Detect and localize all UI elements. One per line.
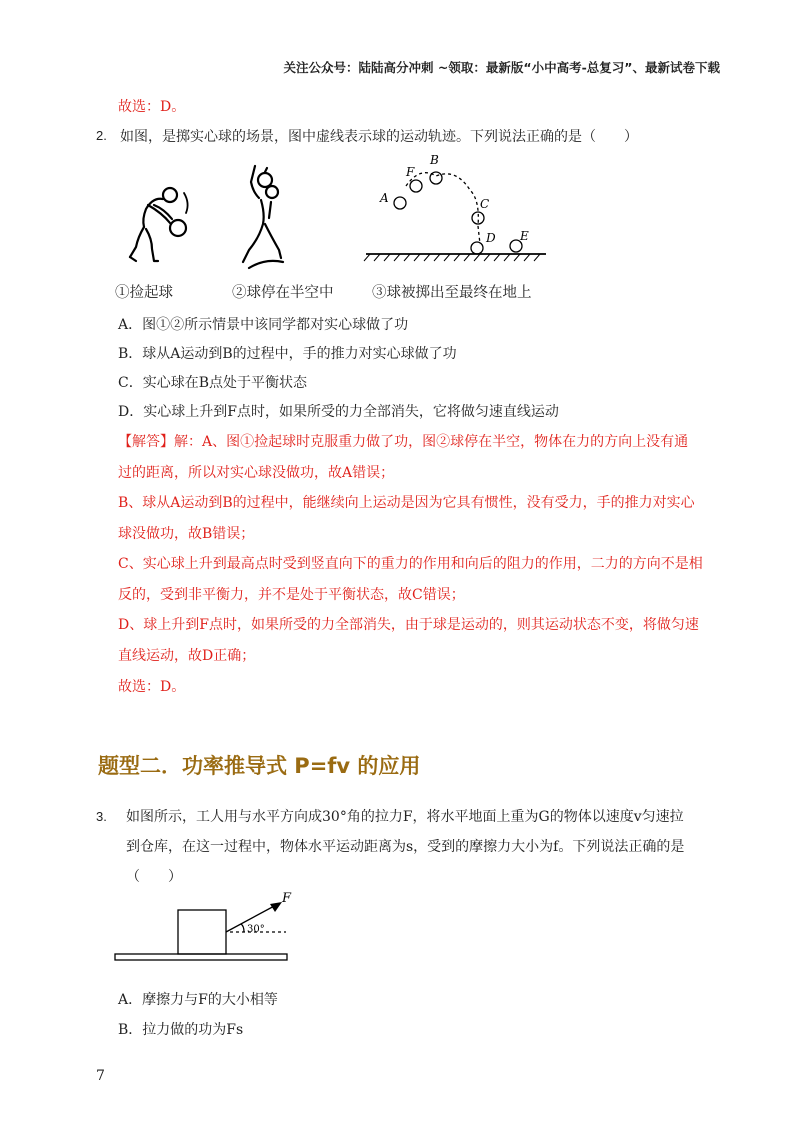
figure-box-pulled: [110, 890, 310, 970]
option-b: B．拉力做的功为Fs: [118, 1022, 244, 1038]
question-stem-line-2: 到仓库，在这一过程中，物体水平运动距离为s，受到的摩擦力大小为f。下列说法正确的是: [126, 839, 685, 855]
question-number: 2.: [96, 128, 107, 143]
label-d: D: [486, 231, 496, 245]
solution-line-1: 【解答】解：A、图①捡起球时克服重力做了功，图②球停在半空，物体在力的方向上没有通: [118, 434, 689, 450]
solution-line-5: C、实心球上升到最高点时受到竖直向下的重力的作用和向后的阻力的作用，二力的方向不是相: [118, 556, 703, 572]
question-stem: 如图，是掷实心球的场景，图中虚线表示球的运动轨迹。下列说法正确的是（ ）: [120, 129, 638, 145]
option-d: D．实心球上升到F点时，如果所受的力全部消失，它将做匀速直线运动: [118, 404, 559, 420]
option-c: C．实心球在B点处于平衡状态: [118, 375, 307, 391]
solution-line-3: B、球从A运动到B的过程中，能继续向上运动是因为它具有惯性，没有受力，手的推力对实心: [118, 495, 695, 511]
label-f: F: [406, 165, 415, 179]
question-stem-line-1: 如图所示，工人用与水平方向成30°角的拉力F，将水平地面上重为G的物体以速度v匀速拉: [126, 809, 684, 825]
figure-pick-up-ball: [118, 175, 208, 275]
option-a: A．摩擦力与F的大小相等: [118, 992, 278, 1008]
ball-d: [471, 242, 483, 254]
previous-answer: 故选：D。: [118, 99, 186, 115]
label-e: E: [520, 229, 529, 243]
ball-a: [394, 197, 406, 209]
option-a: A．图①②所示情景中该同学都对实心球做了功: [118, 317, 409, 333]
label-a: A: [380, 191, 389, 205]
figure-ball-trajectory: [360, 148, 550, 268]
solution-line-9: 故选：D。: [118, 679, 186, 695]
ball-b: [430, 172, 442, 184]
page-header: 关注公众号：陆陆高分冲刺 ~领取：最新版“小中高考-总复习”、最新试卷下载: [283, 60, 720, 75]
force-label: F: [282, 891, 292, 906]
label-c: C: [480, 197, 490, 211]
caption-1: ①捡起球: [115, 285, 173, 301]
caption-2: ②球停在半空中: [232, 285, 334, 301]
option-b: B．球从A运动到B的过程中，手的推力对实心球做了功: [118, 346, 457, 362]
page-number: 7: [96, 1068, 105, 1084]
solution-line-4: 球没做功，故B错误；: [118, 526, 255, 542]
label-b: B: [430, 153, 439, 167]
solution-line-8: 直线运动，故D正确；: [118, 648, 256, 664]
ball-f: [410, 180, 422, 192]
caption-3: ③球被掷出至最终在地上: [372, 285, 532, 301]
question-number: 3.: [96, 809, 107, 824]
section-title: 题型二．功率推导式 P=fv 的应用: [98, 754, 421, 778]
solution-line-7: D、球上升到F点时，如果所受的力全部消失，由于球是运动的，则其运动状态不变，将做匀速: [118, 617, 699, 633]
question-stem-line-3: （ ）: [126, 869, 182, 885]
solution-line-2: 过的距离，所以对实心球没做功，故A错误；: [118, 465, 395, 481]
angle-label: 30°: [247, 924, 265, 935]
solution-line-6: 反的，受到非平衡力，并不是处于平衡状态，故C错误；: [118, 587, 465, 603]
figure-ball-mid-air: [225, 158, 315, 276]
